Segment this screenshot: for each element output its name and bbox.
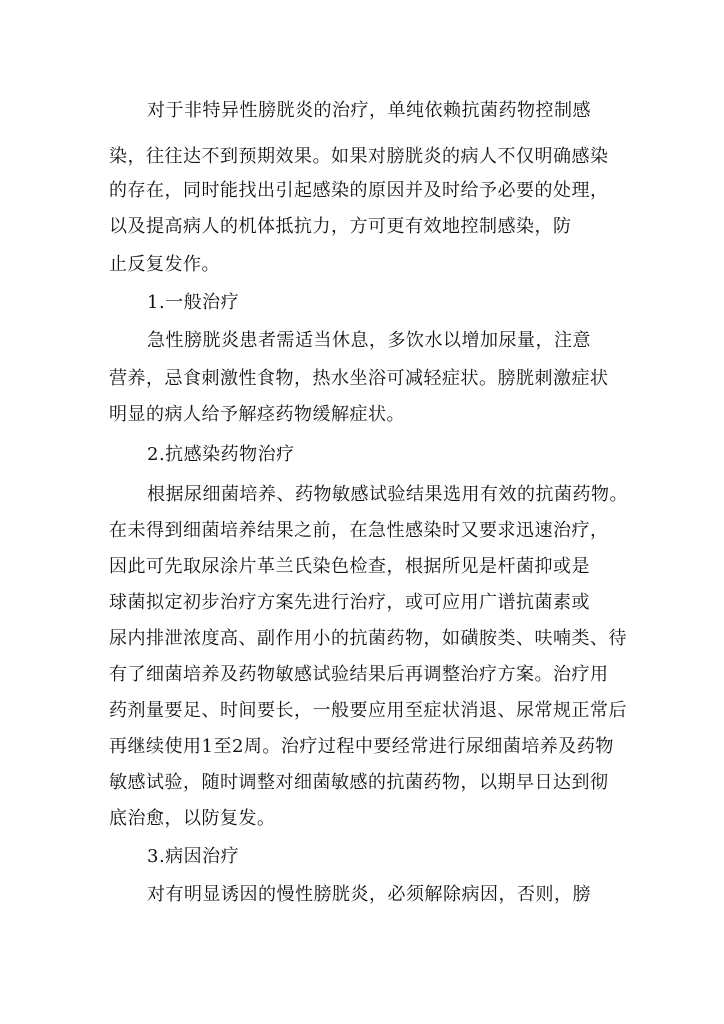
paragraph-3-line-5: 尿内排泄浓度高、副作用小的抗菌药物，如磺胺类、呋喃类、待 xyxy=(109,628,627,649)
paragraph-1-line-2: 染，往往达不到预期效果。如果对膀胱炎的病人不仅明确感染 xyxy=(109,146,609,167)
paragraph-1-line-5: 止反复发作。 xyxy=(109,254,220,275)
section-heading-anti-infection: 2.抗感染药物治疗 xyxy=(147,444,295,465)
paragraph-3-line-3: 因此可先取尿涂片革兰氏染色检查，根据所见是杆菌抑或是 xyxy=(109,556,590,577)
paragraph-3-line-2: 在未得到细菌培养结果之前，在急性感染时又要求迅速治疗， xyxy=(109,520,609,541)
paragraph-3-line-9: 敏感试验，随时调整对细菌敏感的抗菌药物，以期早日达到彻 xyxy=(109,772,609,793)
paragraph-1-line-1: 对于非特异性膀胱炎的治疗，单纯依赖抗菌药物控制感 xyxy=(147,100,591,121)
paragraph-3-line-4: 球菌拟定初步治疗方案先进行治疗，或可应用广谱抗菌素或 xyxy=(109,592,590,613)
paragraph-1-line-3: 的存在，同时能找出引起感染的原因并及时给予必要的处理， xyxy=(109,180,609,201)
section-heading-general-treatment: 1.一般治疗 xyxy=(147,292,240,313)
paragraph-3-line-6: 有了细菌培养及药物敏感试验结果后再调整治疗方案。治疗用 xyxy=(109,664,609,685)
paragraph-3-line-10: 底治愈，以防复发。 xyxy=(109,808,276,829)
section-heading-etiology: 3.病因治疗 xyxy=(147,846,240,867)
paragraph-3-line-7: 药剂量要足、时间要长，一般要应用至症状消退、尿常规正常后 xyxy=(109,700,627,721)
paragraph-2-line-1: 急性膀胱炎患者需适当休息，多饮水以增加尿量，注意 xyxy=(147,330,591,351)
paragraph-2-line-3: 明显的病人给予解痉药物缓解症状。 xyxy=(109,404,405,425)
paragraph-1-line-4: 以及提高病人的机体抵抗力，方可更有效地控制感染，防 xyxy=(109,216,572,237)
paragraph-3-line-8: 再继续使用1至2周。治疗过程中要经常进行尿细菌培养及药物 xyxy=(109,736,614,757)
paragraph-3-line-1: 根据尿细菌培养、药物敏感试验结果选用有效的抗菌药物。 xyxy=(147,484,628,505)
paragraph-4-line-1: 对有明显诱因的慢性膀胱炎，必须解除病因，否则，膀 xyxy=(147,884,591,905)
paragraph-2-line-2: 营养，忌食刺激性食物，热水坐浴可减轻症状。膀胱刺激症状 xyxy=(109,368,609,389)
